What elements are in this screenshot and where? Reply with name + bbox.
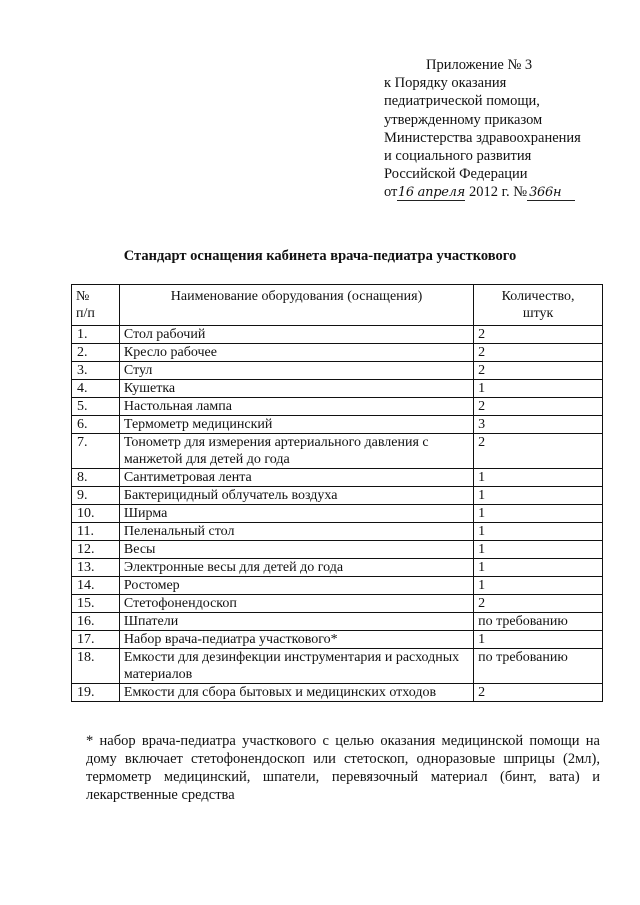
row-name: Термометр медицинский [119,416,473,434]
document-title: Стандарт оснащения кабинета врача-педиатра участкового [123,248,517,264]
row-quantity: 2 [474,326,603,344]
row-quantity: 2 [474,362,603,380]
table-row [72,649,603,684]
row-quantity: 1 [474,487,603,505]
row-quantity: 3 [474,416,603,434]
table-header-row [72,285,603,326]
equipment-table [71,284,603,702]
header-qty [474,285,603,326]
row-quantity: 1 [474,559,603,577]
row-name: Кресло рабочее [119,344,473,362]
row-number: 11. [72,523,120,541]
row-quantity: 2 [474,595,603,613]
row-name: Набор врача-педиатра участкового* [119,631,473,649]
order-date-line [384,183,624,201]
row-quantity: 2 [474,344,603,362]
row-quantity: по требованию [474,613,603,631]
row-name: Стетофонендоскоп [119,595,473,613]
table-row [72,684,603,702]
row-name: Шпатели [119,613,473,631]
footnote: * набор врача-педиатра участкового с целью оказания медицинской помощи на дому включает стетофонендоскоп или стетоскоп, одноразовые шприцы (2мл), термометр медицинский, шпатели, перевязочный материал (бинт, вата) и лекарственные средства [86,733,600,803]
table-row [72,541,603,559]
row-number: 1. [72,326,120,344]
table-row [72,577,603,595]
table-row [72,434,603,469]
row-name: Кушетка [119,380,473,398]
header-num-line2: п/п [76,306,95,321]
table-row [72,398,603,416]
year-number-label: 2012 г. № [469,184,528,201]
table-row [72,469,603,487]
row-number: 17. [72,631,120,649]
row-quantity: 1 [474,523,603,541]
row-number: 10. [72,505,120,523]
row-quantity: 1 [474,577,603,595]
row-name: Ростомер [119,577,473,595]
table-row [72,631,603,649]
table-row [72,326,603,344]
appendix-heading: Приложение № 3 [426,57,533,73]
row-name: Пеленальный стол [119,523,473,541]
row-name: Электронные весы для детей до года [119,559,473,577]
row-quantity: 2 [474,434,603,469]
row-number: 3. [72,362,120,380]
appendix-line: утвержденному приказом [384,111,543,128]
row-number: 6. [72,416,120,434]
table-row [72,559,603,577]
row-number: 13. [72,559,120,577]
row-number: 12. [72,541,120,559]
row-number: 16. [72,613,120,631]
row-name: Бактерицидный облучатель воздуха [119,487,473,505]
header-name: Наименование оборудования (оснащения) [119,285,473,326]
row-name: Тонометр для измерения артериального давления с манжетой для детей до года [119,434,473,469]
table-row [72,523,603,541]
row-name: Весы [119,541,473,559]
appendix-block [384,56,624,202]
row-number: 18. [72,649,120,684]
header-qty-line1: Количество, [501,289,575,304]
header-qty-line2: штук [522,306,554,321]
table-row [72,613,603,631]
row-quantity: 1 [474,541,603,559]
row-name: Настольная лампа [119,398,473,416]
table-row [72,487,603,505]
row-quantity: 1 [474,505,603,523]
row-quantity: 2 [474,398,603,416]
appendix-line: Министерства здравоохранения [384,129,581,146]
header-num [72,285,120,326]
row-quantity: 2 [474,684,603,702]
row-number: 8. [72,469,120,487]
table-row [72,362,603,380]
row-number: 15. [72,595,120,613]
table-row [72,344,603,362]
row-name: Стол рабочий [119,326,473,344]
row-quantity: 1 [474,380,603,398]
row-quantity: по требованию [474,649,603,684]
row-name: Стул [119,362,473,380]
row-number: 5. [72,398,120,416]
row-number: 19. [72,684,120,702]
row-number: 2. [72,344,120,362]
appendix-line: к Порядку оказания [384,75,507,92]
row-name: Сантиметровая лента [119,469,473,487]
row-quantity: 1 [474,631,603,649]
table-row [72,595,603,613]
table-row [72,380,603,398]
table-row [72,505,603,523]
row-number: 9. [72,487,120,505]
appendix-line: Российской Федерации [384,166,528,183]
appendix-line: педиатрической помощи, [384,93,540,110]
row-number: 4. [72,380,120,398]
header-num-line1: № [76,289,90,304]
table-row [72,416,603,434]
appendix-line: и социального развития [384,148,532,165]
row-name: Емкости для сбора бытовых и медицинских отходов [119,684,473,702]
row-quantity: 1 [474,469,603,487]
row-number: 14. [72,577,120,595]
handwritten-order-number: 366н [527,186,575,201]
row-number: 7. [72,434,120,469]
row-name: Ширма [119,505,473,523]
handwritten-date: 16 апреля [397,185,465,201]
date-prefix: от [384,184,398,201]
row-name: Емкости для дезинфекции инструментария и расходных материалов [119,649,473,684]
